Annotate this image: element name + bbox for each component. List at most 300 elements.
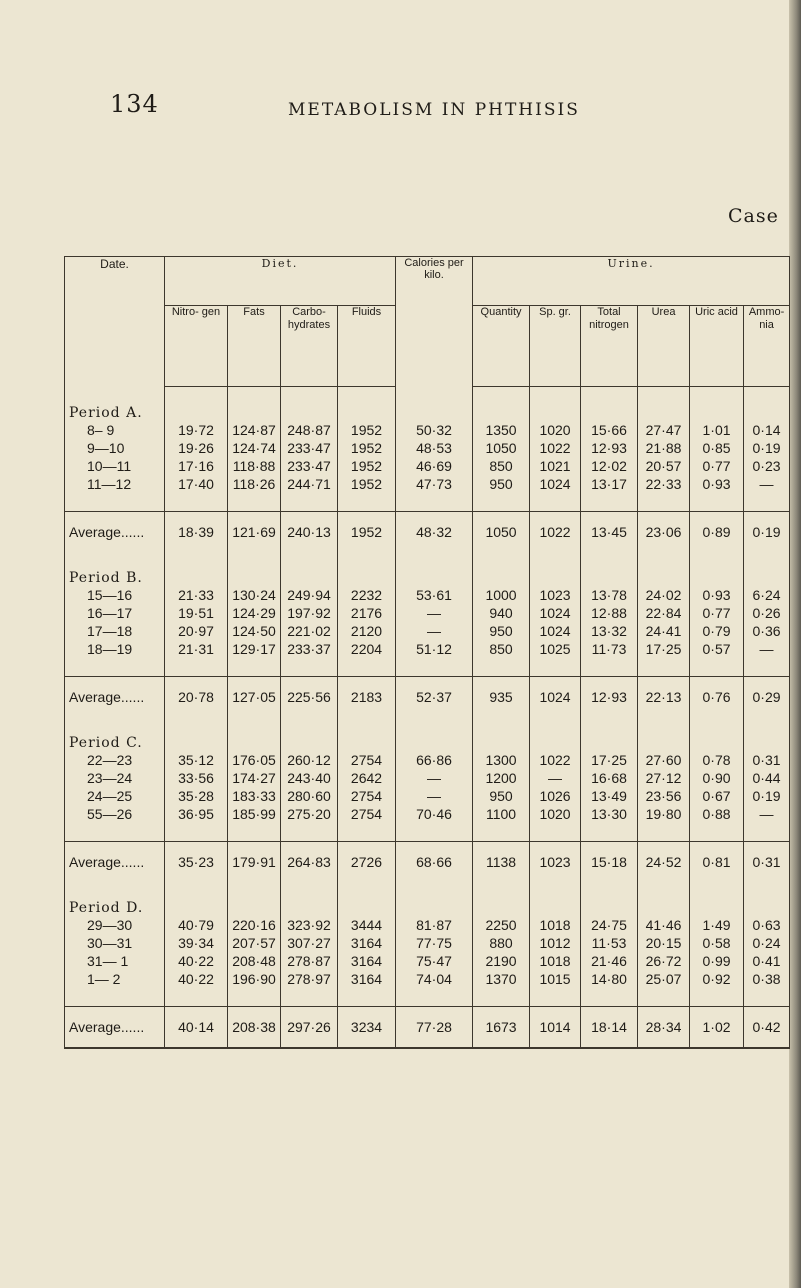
- ammonia-cell: [744, 552, 790, 586]
- nitrogen-cell: 35·28: [165, 787, 228, 805]
- uric-acid-cell: 0·89: [690, 512, 744, 553]
- sp-gr-cell: 1024: [530, 677, 581, 718]
- uric-acid-cell: 0·67: [690, 787, 744, 805]
- sp-gr-cell: [530, 882, 581, 916]
- quantity-cell: 2190: [473, 952, 530, 970]
- calories-cell: [396, 387, 473, 422]
- sp-gr-cell: 1022: [530, 751, 581, 769]
- total-nitrogen-cell: 13·49: [581, 787, 638, 805]
- date-cell: 15—16: [65, 586, 165, 604]
- ammonia-cell: 0·19: [744, 439, 790, 457]
- ammonia-cell: 0·41: [744, 952, 790, 970]
- fats-cell: 124·74: [228, 439, 281, 457]
- fats-cell: 183·33: [228, 787, 281, 805]
- calories-cell: 77·75: [396, 934, 473, 952]
- urea-cell: [638, 882, 690, 916]
- urea-cell: 17·25: [638, 640, 690, 658]
- fluids-cell: [338, 387, 396, 422]
- carbohydrates-cell: [281, 717, 338, 751]
- fluids-cell: 2642: [338, 769, 396, 787]
- total-nitrogen-cell: 12·93: [581, 677, 638, 718]
- nitrogen-cell: 33·56: [165, 769, 228, 787]
- urea-cell: 27·12: [638, 769, 690, 787]
- sp-gr-cell: [530, 493, 581, 512]
- quantity-cell: 1200: [473, 769, 530, 787]
- metabolism-table: [64, 256, 790, 1049]
- calories-cell: 74·04: [396, 970, 473, 988]
- date-cell: 55—26: [65, 805, 165, 823]
- period-label-row: [65, 387, 790, 422]
- ammonia-cell: 0·42: [744, 1007, 790, 1049]
- date-cell: [65, 823, 165, 842]
- fluids-cell: [338, 717, 396, 751]
- calories-cell: [396, 823, 473, 842]
- urea-cell: 22·84: [638, 604, 690, 622]
- sp-gr-cell: 1018: [530, 916, 581, 934]
- table-row: [65, 640, 790, 658]
- nitrogen-cell: 36·95: [165, 805, 228, 823]
- page-edge: [789, 0, 801, 1288]
- calories-cell: 48·53: [396, 439, 473, 457]
- fats-cell: 118·26: [228, 475, 281, 493]
- urea-cell: 22·13: [638, 677, 690, 718]
- calories-cell: 75·47: [396, 952, 473, 970]
- date-cell: Average......: [65, 1007, 165, 1049]
- total-nitrogen-cell: 17·25: [581, 751, 638, 769]
- quantity-cell: 950: [473, 475, 530, 493]
- calories-cell: 70·46: [396, 805, 473, 823]
- urea-cell: 20·57: [638, 457, 690, 475]
- carbohydrates-cell: 221·02: [281, 622, 338, 640]
- page-number: 134: [110, 90, 159, 118]
- quantity-cell: 850: [473, 457, 530, 475]
- nitrogen-cell: 40·22: [165, 970, 228, 988]
- urea-cell: [638, 387, 690, 422]
- ammonia-cell: 0·19: [744, 512, 790, 553]
- sp-gr-cell: —: [530, 769, 581, 787]
- date-cell: [65, 658, 165, 677]
- fluids-cell: 3164: [338, 970, 396, 988]
- ammonia-cell: —: [744, 640, 790, 658]
- urea-cell: 23·06: [638, 512, 690, 553]
- carbohydrates-header: Carbo- hydrates: [281, 306, 338, 387]
- date-cell: 17—18: [65, 622, 165, 640]
- calories-cell: 51·12: [396, 640, 473, 658]
- urea-cell: 41·46: [638, 916, 690, 934]
- calories-cell: 46·69: [396, 457, 473, 475]
- date-cell: [65, 988, 165, 1007]
- quantity-cell: 950: [473, 787, 530, 805]
- total-nitrogen-cell: [581, 387, 638, 422]
- sp-gr-cell: 1022: [530, 512, 581, 553]
- nitrogen-cell: 20·97: [165, 622, 228, 640]
- sp-gr-cell: [530, 658, 581, 677]
- urea-cell: [638, 717, 690, 751]
- average-row: [65, 677, 790, 718]
- sp-gr-cell: 1025: [530, 640, 581, 658]
- carbohydrates-cell: [281, 823, 338, 842]
- period-label: Period B.: [65, 552, 165, 586]
- spacer-row: [65, 493, 790, 512]
- spacer-row: [65, 988, 790, 1007]
- quantity-cell: [473, 988, 530, 1007]
- fats-cell: 220·16: [228, 916, 281, 934]
- sp-gr-cell: [530, 387, 581, 422]
- uric-acid-cell: [690, 552, 744, 586]
- nitrogen-cell: 40·22: [165, 952, 228, 970]
- table-row: [65, 952, 790, 970]
- fats-cell: 208·38: [228, 1007, 281, 1049]
- running-head: METABOLISM IN PHTHISIS: [288, 100, 580, 120]
- ammonia-cell: 0·19: [744, 787, 790, 805]
- date-header: Date.: [65, 257, 165, 387]
- calories-cell: 68·66: [396, 842, 473, 883]
- calories-cell: [396, 658, 473, 677]
- fluids-cell: 3444: [338, 916, 396, 934]
- quantity-cell: 850: [473, 640, 530, 658]
- quantity-cell: [473, 387, 530, 422]
- fats-cell: [228, 658, 281, 677]
- calories-cell: 50·32: [396, 421, 473, 439]
- fluids-cell: 1952: [338, 475, 396, 493]
- calories-cell: 53·61: [396, 586, 473, 604]
- total-nitrogen-cell: 12·93: [581, 439, 638, 457]
- calories-cell: —: [396, 769, 473, 787]
- spacer-row: [65, 658, 790, 677]
- period-label-row: [65, 552, 790, 586]
- sp-gr-cell: 1020: [530, 421, 581, 439]
- table-row: [65, 457, 790, 475]
- urea-cell: 27·60: [638, 751, 690, 769]
- carbohydrates-cell: 280·60: [281, 787, 338, 805]
- fluids-cell: [338, 493, 396, 512]
- fluids-cell: [338, 823, 396, 842]
- fats-cell: 196·90: [228, 970, 281, 988]
- ammonia-cell: 0·23: [744, 457, 790, 475]
- uric-acid-cell: 0·85: [690, 439, 744, 457]
- total-nitrogen-cell: 13·32: [581, 622, 638, 640]
- uric-acid-cell: 1·49: [690, 916, 744, 934]
- quantity-cell: [473, 552, 530, 586]
- carbohydrates-cell: 264·83: [281, 842, 338, 883]
- nitrogen-cell: 40·79: [165, 916, 228, 934]
- total-nitrogen-cell: 11·73: [581, 640, 638, 658]
- quantity-cell: [473, 658, 530, 677]
- total-nitrogen-cell: [581, 882, 638, 916]
- urea-cell: [638, 988, 690, 1007]
- carbohydrates-cell: 260·12: [281, 751, 338, 769]
- total-nitrogen-cell: 18·14: [581, 1007, 638, 1049]
- date-cell: 22—23: [65, 751, 165, 769]
- table-row: [65, 586, 790, 604]
- nitrogen-header: Nitro- gen: [165, 306, 228, 387]
- period-label-row: [65, 717, 790, 751]
- sp-gr-cell: 1024: [530, 622, 581, 640]
- fats-cell: [228, 882, 281, 916]
- uric-acid-cell: 0·78: [690, 751, 744, 769]
- uric-acid-cell: 0·77: [690, 604, 744, 622]
- uric-acid-cell: 0·81: [690, 842, 744, 883]
- carbohydrates-cell: 240·13: [281, 512, 338, 553]
- uric-acid-cell: 0·93: [690, 586, 744, 604]
- total-nitrogen-cell: 15·66: [581, 421, 638, 439]
- fats-cell: 127·05: [228, 677, 281, 718]
- carbohydrates-cell: 307·27: [281, 934, 338, 952]
- ammonia-cell: 0·63: [744, 916, 790, 934]
- nitrogen-cell: [165, 493, 228, 512]
- calories-cell: [396, 493, 473, 512]
- table-row: [65, 604, 790, 622]
- uric-acid-cell: [690, 493, 744, 512]
- uric-acid-cell: 0·57: [690, 640, 744, 658]
- sp-gr-header: Sp. gr.: [530, 306, 581, 387]
- carbohydrates-cell: 297·26: [281, 1007, 338, 1049]
- total-nitrogen-cell: 16·68: [581, 769, 638, 787]
- calories-cell: —: [396, 787, 473, 805]
- total-nitrogen-cell: 11·53: [581, 934, 638, 952]
- nitrogen-cell: [165, 823, 228, 842]
- quantity-cell: [473, 823, 530, 842]
- carbohydrates-cell: [281, 493, 338, 512]
- nitrogen-cell: 21·33: [165, 586, 228, 604]
- quantity-cell: 935: [473, 677, 530, 718]
- ammonia-cell: [744, 387, 790, 422]
- table-row: [65, 751, 790, 769]
- table-row: [65, 439, 790, 457]
- sp-gr-cell: 1020: [530, 805, 581, 823]
- uric-acid-cell: [690, 823, 744, 842]
- quantity-cell: 1100: [473, 805, 530, 823]
- uric-acid-header: Uric acid: [690, 306, 744, 387]
- total-nitrogen-cell: 24·75: [581, 916, 638, 934]
- calories-cell: —: [396, 622, 473, 640]
- total-nitrogen-cell: 12·88: [581, 604, 638, 622]
- fluids-cell: 3164: [338, 934, 396, 952]
- total-nitrogen-cell: 14·80: [581, 970, 638, 988]
- calories-header: Calories per kilo.: [396, 257, 473, 387]
- urea-cell: 22·33: [638, 475, 690, 493]
- ammonia-cell: [744, 493, 790, 512]
- uric-acid-cell: [690, 387, 744, 422]
- uric-acid-cell: [690, 658, 744, 677]
- carbohydrates-cell: [281, 882, 338, 916]
- date-cell: 18—19: [65, 640, 165, 658]
- urea-cell: 24·02: [638, 586, 690, 604]
- average-row: [65, 512, 790, 553]
- ammonia-cell: 0·36: [744, 622, 790, 640]
- spacer-row: [65, 823, 790, 842]
- sp-gr-cell: [530, 823, 581, 842]
- total-nitrogen-cell: [581, 493, 638, 512]
- date-cell: 30—31: [65, 934, 165, 952]
- quantity-cell: [473, 493, 530, 512]
- carbohydrates-cell: 233·37: [281, 640, 338, 658]
- period-label: Period A.: [65, 387, 165, 422]
- quantity-header: Quantity: [473, 306, 530, 387]
- nitrogen-cell: 17·40: [165, 475, 228, 493]
- ammonia-cell: 0·29: [744, 677, 790, 718]
- fats-cell: [228, 493, 281, 512]
- fats-cell: 176·05: [228, 751, 281, 769]
- table-row: [65, 421, 790, 439]
- nitrogen-cell: 35·23: [165, 842, 228, 883]
- quantity-cell: 1050: [473, 512, 530, 553]
- sp-gr-cell: 1018: [530, 952, 581, 970]
- date-cell: 9—10: [65, 439, 165, 457]
- fats-cell: 130·24: [228, 586, 281, 604]
- sp-gr-cell: 1024: [530, 604, 581, 622]
- quantity-cell: [473, 717, 530, 751]
- uric-acid-cell: 0·58: [690, 934, 744, 952]
- total-nitrogen-cell: 13·17: [581, 475, 638, 493]
- date-cell: 29—30: [65, 916, 165, 934]
- urea-cell: [638, 552, 690, 586]
- ammonia-cell: 0·38: [744, 970, 790, 988]
- ammonia-cell: 0·31: [744, 751, 790, 769]
- quantity-cell: 1350: [473, 421, 530, 439]
- sp-gr-cell: [530, 552, 581, 586]
- carbohydrates-cell: [281, 658, 338, 677]
- carbohydrates-cell: 278·87: [281, 952, 338, 970]
- ammonia-cell: [744, 658, 790, 677]
- diet-group-header: Diet.: [165, 257, 396, 306]
- carbohydrates-cell: 243·40: [281, 769, 338, 787]
- nitrogen-cell: [165, 717, 228, 751]
- ammonia-cell: 0·26: [744, 604, 790, 622]
- fats-cell: 121·69: [228, 512, 281, 553]
- total-nitrogen-cell: 12·02: [581, 457, 638, 475]
- table-row: [65, 622, 790, 640]
- fats-cell: 124·50: [228, 622, 281, 640]
- date-cell: Average......: [65, 677, 165, 718]
- ammonia-cell: —: [744, 805, 790, 823]
- ammonia-cell: 0·24: [744, 934, 790, 952]
- uric-acid-cell: 0·79: [690, 622, 744, 640]
- fats-cell: 207·57: [228, 934, 281, 952]
- fluids-cell: [338, 882, 396, 916]
- ammonia-cell: —: [744, 475, 790, 493]
- sp-gr-cell: 1023: [530, 586, 581, 604]
- sp-gr-cell: 1024: [530, 475, 581, 493]
- table-row: [65, 805, 790, 823]
- fluids-cell: 2120: [338, 622, 396, 640]
- calories-cell: [396, 552, 473, 586]
- urea-header: Urea: [638, 306, 690, 387]
- urea-cell: [638, 658, 690, 677]
- nitrogen-cell: 39·34: [165, 934, 228, 952]
- uric-acid-cell: 0·77: [690, 457, 744, 475]
- urea-cell: 24·41: [638, 622, 690, 640]
- fluids-cell: 2204: [338, 640, 396, 658]
- sp-gr-cell: 1012: [530, 934, 581, 952]
- carbohydrates-cell: [281, 988, 338, 1007]
- carbohydrates-cell: 275·20: [281, 805, 338, 823]
- uric-acid-cell: 0·76: [690, 677, 744, 718]
- calories-cell: 48·32: [396, 512, 473, 553]
- nitrogen-cell: [165, 882, 228, 916]
- calories-cell: [396, 988, 473, 1007]
- nitrogen-cell: 40·14: [165, 1007, 228, 1049]
- date-cell: 8– 9: [65, 421, 165, 439]
- nitrogen-cell: 21·31: [165, 640, 228, 658]
- calories-cell: [396, 717, 473, 751]
- carbohydrates-cell: [281, 552, 338, 586]
- period-label-row: [65, 882, 790, 916]
- ammonia-cell: [744, 988, 790, 1007]
- carbohydrates-cell: 233·47: [281, 457, 338, 475]
- nitrogen-cell: [165, 387, 228, 422]
- date-cell: 23—24: [65, 769, 165, 787]
- fluids-cell: 2232: [338, 586, 396, 604]
- fats-cell: 118·88: [228, 457, 281, 475]
- total-nitrogen-cell: 13·30: [581, 805, 638, 823]
- calories-cell: —: [396, 604, 473, 622]
- fluids-cell: 2754: [338, 805, 396, 823]
- date-cell: 11—12: [65, 475, 165, 493]
- date-cell: 1— 2: [65, 970, 165, 988]
- uric-acid-cell: 1·01: [690, 421, 744, 439]
- calories-cell: 81·87: [396, 916, 473, 934]
- fluids-cell: [338, 988, 396, 1007]
- quantity-cell: 1673: [473, 1007, 530, 1049]
- calories-cell: 52·37: [396, 677, 473, 718]
- table-row: [65, 934, 790, 952]
- ammonia-cell: 0·44: [744, 769, 790, 787]
- total-nitrogen-cell: [581, 658, 638, 677]
- urea-cell: 21·88: [638, 439, 690, 457]
- calories-cell: 66·86: [396, 751, 473, 769]
- quantity-cell: 950: [473, 622, 530, 640]
- period-label: Period D.: [65, 882, 165, 916]
- carbohydrates-cell: 278·97: [281, 970, 338, 988]
- fluids-cell: [338, 552, 396, 586]
- fluids-cell: 3164: [338, 952, 396, 970]
- period-label: Period C.: [65, 717, 165, 751]
- uric-acid-cell: [690, 717, 744, 751]
- nitrogen-cell: 35·12: [165, 751, 228, 769]
- case-label: Case: [728, 205, 779, 227]
- fats-cell: 185·99: [228, 805, 281, 823]
- fluids-cell: 2176: [338, 604, 396, 622]
- carbohydrates-cell: [281, 387, 338, 422]
- sp-gr-cell: 1022: [530, 439, 581, 457]
- fluids-cell: 2754: [338, 787, 396, 805]
- urea-cell: 25·07: [638, 970, 690, 988]
- sp-gr-cell: 1023: [530, 842, 581, 883]
- urea-cell: [638, 823, 690, 842]
- carbohydrates-cell: 248·87: [281, 421, 338, 439]
- carbohydrates-cell: 233·47: [281, 439, 338, 457]
- total-nitrogen-cell: [581, 717, 638, 751]
- sp-gr-cell: [530, 717, 581, 751]
- uric-acid-cell: [690, 882, 744, 916]
- fluids-cell: 1952: [338, 457, 396, 475]
- nitrogen-cell: 18·39: [165, 512, 228, 553]
- total-nitrogen-cell: [581, 823, 638, 842]
- fats-cell: 208·48: [228, 952, 281, 970]
- fluids-header: Fluids: [338, 306, 396, 387]
- nitrogen-cell: 20·78: [165, 677, 228, 718]
- fluids-cell: 1952: [338, 421, 396, 439]
- quantity-cell: 1138: [473, 842, 530, 883]
- quantity-cell: 880: [473, 934, 530, 952]
- date-cell: Average......: [65, 842, 165, 883]
- urea-cell: [638, 493, 690, 512]
- fluids-cell: 1952: [338, 512, 396, 553]
- fluids-cell: 3234: [338, 1007, 396, 1049]
- total-nitrogen-cell: 15·18: [581, 842, 638, 883]
- ammonia-cell: [744, 823, 790, 842]
